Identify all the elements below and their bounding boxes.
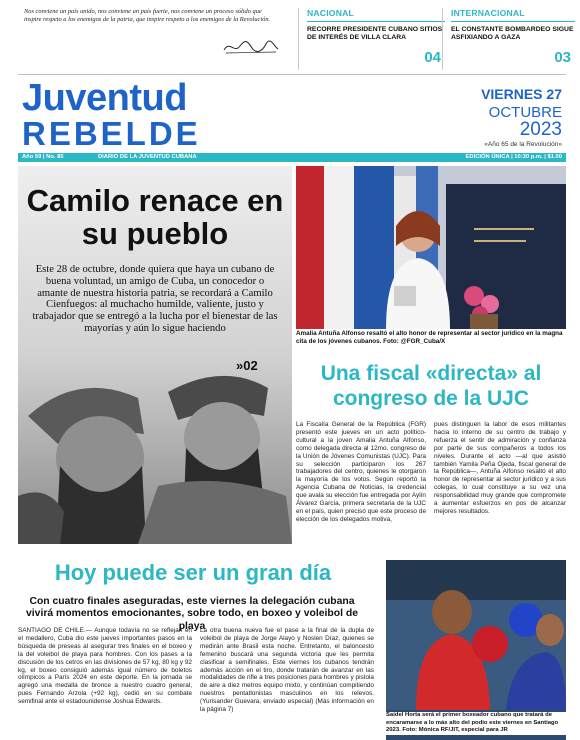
teaser-rule [451,21,575,22]
edition-info: EDICIÓN ÚNICA | 10:30 p.m. | $1.00 [465,154,562,160]
teaser-text: RECORRE PRESIDENTE CUBANO SITIOS DE INTERÉS DE VILLA CLARA [307,26,443,41]
masthead-line1: Juventud [22,77,187,119]
fiscal-photo-caption: Amalia Antuña Alfonso resaltó el alto honor de representar al sector jurídico en la magna cita de los jóvenes cubanos. Foto: @FGR_Cuba/X [296,330,563,345]
date-day: VIERNES 27 [481,86,562,102]
masthead-line2: REBELDE [22,115,201,152]
teaser-page: 03 [554,49,571,66]
lead-title: Camilo renace en su pueblo [26,183,284,251]
teaser-section: INTERNACIONAL [451,8,525,18]
date-year: 2023 [519,119,562,140]
fiscal-headline[interactable]: Una fiscal «directa» al congreso de la UJC [320,362,542,410]
sports-deck: Con cuatro finales aseguradas, este viernes la delegación cubana vivirá momentos emocionantes, sobre todo, en boxeo y voleibol de playa [26,596,358,632]
boxing-photo [386,560,566,740]
boxing-photo-caption: Saidel Horta será el primer boxeador cubano que tratará de encaramarse a lo más alto del podio este viernes en Santiago 2023. Foto: Mónica RF/JIT, especial para JR [386,712,566,735]
teaser-nacional[interactable] [298,8,445,70]
paper-tagline: DIARIO DE LA JUVENTUD CUBANA [98,154,197,160]
teaser-text: EL CONSTANTE BOMBARDEO SIGUE ASFIXIANDO A GAZA [451,26,574,41]
teaser-internacional[interactable] [442,8,575,70]
anniversary-note: «Año 65 de la Revolución» [484,141,562,148]
top-divider [18,74,566,75]
sports-body-col2: La otra buena nueva fue el pase a la final de la dupla de voleibol de playa de Jorge Alayo y Noslen Díaz, quienes se medirán ante Brasil esta noche. Entretanto, el baloncesto femenino buscará una segunda victoria que les permita clasificar a semifinales. Este viernes los cubanos tendrán además acción en el tiro, donde tratarán de avanzar en las modalidades de rifle a tres posiciones para hombres y pistola de aire a diez metros equipo mixto, y continúan compitiendo nuestros pentatlonistas masculinos en los relevos. (Yurisander Guevara, enviado especial) (Más información en la página 7) [200,627,374,714]
boxing-illustration [386,560,566,710]
info-bar [18,153,566,162]
issue-number: Año 59 | No. 85 [22,154,64,160]
teaser-rule [307,21,445,22]
fiscal-photo-illustration [296,166,566,329]
sports-body-col1: SANTIAGO DE CHILE.— Aunque todavía no se reflejan en el medallero, Cuba dio este jueves importantes pasos en la búsqueda de preseas al asegurar tres finales en el boxeo y la del voleibol de playa para hombres. Con los pases a la discusión de los cetros en las divisiones de 57 kg, 80 kg y 92 kg, el boxeo consiguió además igual número de boletos olímpicos a París 2024 en este deporte. En la jornada se agregó una medalla de bronce a nuestro cuadro general, pues Fernando Arzola (+92 kg), cedió en su combate semifinal ante el estadounidense Joshua Edwards. [18,627,192,706]
lead-description: Este 28 de octubre, donde quiera que haya un cubano de buena voluntad, un amigo de Cuba, un conocedor o amante de nuestra historia patria, se recordará a Camilo Cienfuegos: al muchacho humilde, valiente, justo y trabajador que se entregó a la lucha por el bienestar de las mayorías y aún lo sigue haciendo [32,264,278,334]
signature-icon [222,38,280,56]
sports-headline[interactable]: Hoy puede ser un gran día [54,560,332,585]
fiscal-body-col1: La Fiscalía General de la República (FGR) presentó este jueves en un acto político-cultural a la joven Amalia Antuña Alfonso, como delegada directa al 12mo. congreso de la Unión de Jóvenes Comunistas (UJC). Para su selección participaron los 267 trabajadores del centro, quienes le otorgaron la mayoría de los votos. Según reportó la Agencia Cubana de Noticias, la credencial que avala su elección fue entregada por Aylín Álvarez García, primera secretaria de la UJC en el país, quien precisó que este proceso de elección de los delegados motiva, [296,421,426,523]
fiscal-body-col2: pues distinguen la labor de esos militantes hacia lo interno de su centro de trabajo y refuerza el sentir de admiración y confianza por parte de sus compañeros a todos los niveles. Durante el acto —al que asistió también Yamila Peña Ojeda, fiscal general de la República—, Antuña Alfonso resaltó el alto honor de representar al sector jurídico y a sus colegas, lo cual constituye a su vez una responsabilidad muy grande que compromete a aumentar esfuerzos en pos de alcanzar mejores resultados. [434,421,566,515]
lead-page-ref[interactable]: »02 [236,358,258,373]
date-month: OCTUBRE [488,104,562,121]
fiscal-photo [296,166,566,329]
teaser-section: NACIONAL [307,8,354,18]
leader-quote: Nos conviene un país unido, nos conviene un país fuerte, nos conviene un proceso sólido que inspire respeto a los enemigos de la patria, que inspire respeto a los enemigos de la Revolución. [24,8,271,24]
lead-story[interactable] [18,166,292,544]
teaser-page: 04 [424,49,441,66]
